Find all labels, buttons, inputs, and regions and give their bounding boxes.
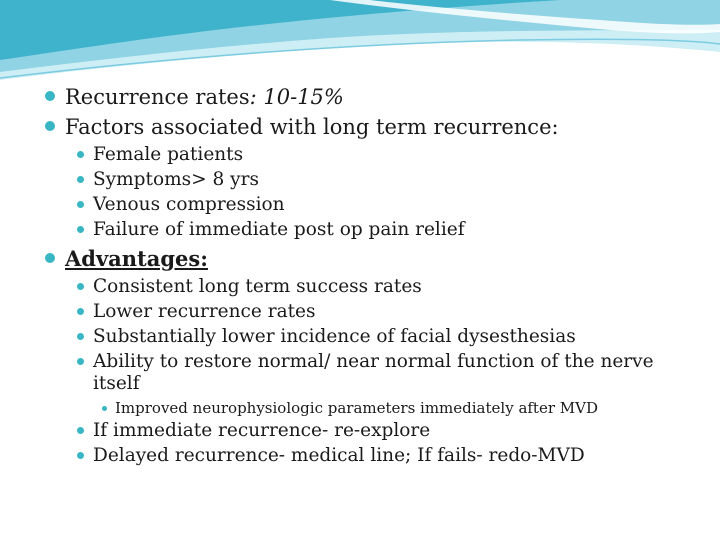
bullet-icon (77, 452, 84, 459)
bullet-advantages-heading (44, 244, 704, 274)
advantage-item (44, 276, 704, 298)
bullet-icon (77, 283, 84, 290)
factor-text: Failure of immediate post op pain relief (93, 219, 465, 240)
ability-line-1: Ability to restore normal/ near normal function of the nerve (93, 351, 654, 372)
factor-item (44, 144, 704, 166)
factor-item (44, 219, 704, 241)
bullet-icon (77, 308, 84, 315)
bullet-icon (77, 358, 84, 365)
sub-point-text: Improved neurophysiologic parameters immediately after MVD (115, 399, 598, 417)
bullet-factors-heading (44, 112, 704, 142)
advantage-item-ability (44, 351, 704, 395)
bullet-icon (102, 406, 107, 411)
bullet-icon (77, 333, 84, 340)
sub-point-item (44, 398, 704, 418)
bullet-icon (77, 151, 84, 158)
advantage-item (44, 326, 704, 348)
recurrence-management-item (44, 420, 704, 442)
bullet-recurrence-rates (44, 82, 704, 112)
bullet-icon (77, 176, 84, 183)
factors-heading: Factors associated with long term recurrence: (65, 115, 559, 139)
bullet-icon (77, 201, 84, 208)
bullet-icon (45, 121, 55, 131)
bullet-icon (45, 91, 55, 101)
factor-text: Venous compression (93, 194, 285, 215)
factor-item (44, 194, 704, 216)
recurrence-management-text: Delayed recurrence- medical line; If fails- redo-MVD (93, 445, 585, 466)
advantage-text: Substantially lower incidence of facial dysesthesias (93, 326, 576, 347)
header-wave-decoration (0, 0, 720, 90)
recurrence-management-text: If immediate recurrence- re-explore (93, 420, 431, 441)
factor-item (44, 169, 704, 191)
advantage-text: Consistent long term success rates (93, 276, 422, 297)
advantage-item (44, 301, 704, 323)
factor-text: Symptoms> 8 yrs (93, 169, 259, 190)
advantages-heading: Advantages: (65, 246, 208, 271)
ability-line-2: itself (93, 373, 140, 394)
recurrence-label: Recurrence rates (65, 85, 250, 109)
factor-text: Female patients (93, 144, 244, 165)
slide-content (44, 82, 704, 470)
bullet-icon (45, 253, 55, 263)
bullet-icon (77, 427, 84, 434)
recurrence-management-item (44, 445, 704, 467)
advantage-text: Lower recurrence rates (93, 301, 316, 322)
recurrence-value: : 10-15% (249, 85, 344, 109)
bullet-icon (77, 226, 84, 233)
